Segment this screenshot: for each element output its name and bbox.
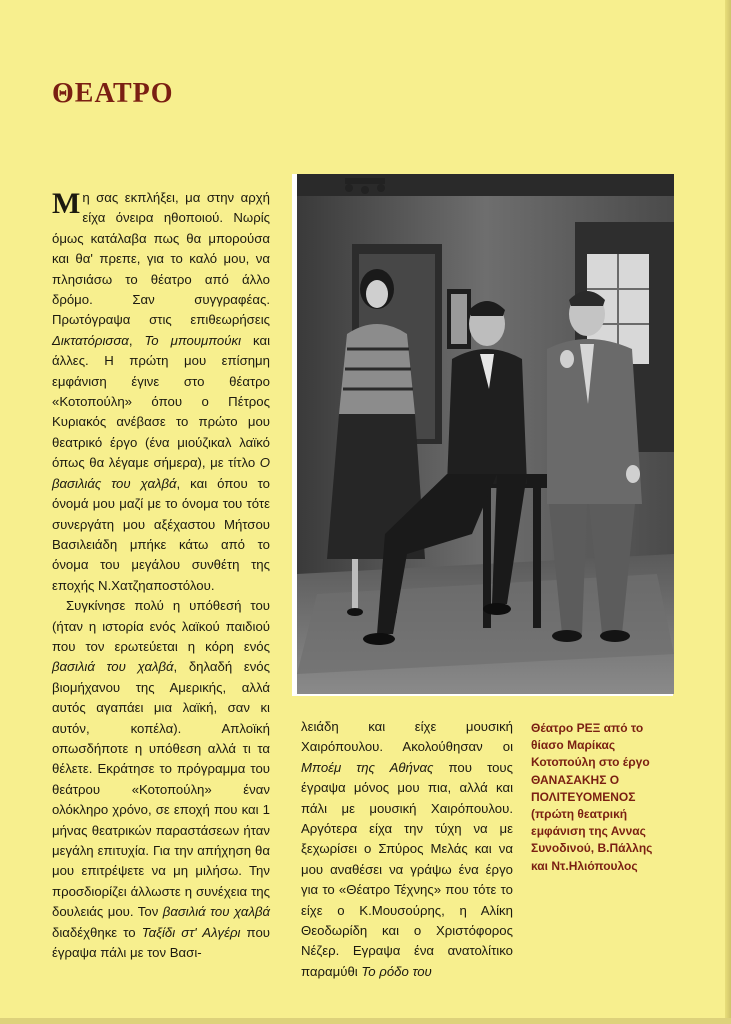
body-text: που έγραψα πάλι με τον Βασι- — [52, 924, 270, 961]
caption-line: ΘΑΝΑΣΑΚΗΣ Ο — [531, 772, 620, 787]
article-paragraph-1 — [52, 188, 270, 596]
body-text: και άλλες. Η πρώτη μου επίσημη εμφάνιση έγινε στο θέατρο «Κοτοπούλη» όπου ο Πέτρος Κυριακός ανέβασε το πρώτο μου θεατρικό έργο (ένα μιούζικαλ λαϊκό όπως θα λέγαμε σήμερα), με τίτλο — [52, 332, 270, 471]
italic-title-text: βασιλιά του χαλβά — [162, 904, 270, 920]
italic-title-text: Ταξίδι στ' Αλγέρι — [141, 924, 241, 940]
body-text: διαδέχθηκε το — [52, 924, 142, 940]
body-text: , δηλαδή ενός βιομήχανου της Αμερικής, αλλά αυτός αγαπάει μια λαϊκή, σαν κι αυτόν, κοπέλα). Απλοϊκή οπωσδήποτε η υπόθεση αλλά τι τα θέλετε. Εκράτησε το πρόγραμμα του θεάτρου «Κοτοπούλη» έναν ολόκληρο χρόνο, σε εποχή που και 1 μήνας θεατρικών παραστάσεων ήταν μεγάλη επιτυχία. Για την απήχηση θα μου επιτρέψετε να μη μιλήσω. Την προσδιορίζει άλλωστε η συνέχεια της δουλειάς μου. Τον — [52, 659, 270, 920]
article-paragraph-3 — [301, 717, 513, 982]
caption-line: Συνοδινού, Β.Πάλλης — [531, 841, 653, 856]
caption-line: ΠΟΛΙΤΕΥΟΜΕΝΟΣ — [531, 789, 636, 804]
body-text: Συγκίνησε πολύ η υπόθεσή του (ήταν η ιστορία ενός λαϊκού παιδιού που τον ερωτεύεται η κόρη ενός — [52, 598, 270, 654]
italic-title-text: Ο βασιλιάς του χαλβά — [52, 455, 270, 491]
stage-scene-image — [297, 174, 674, 694]
paragraph-text — [52, 598, 270, 960]
article-column-2 — [301, 717, 513, 982]
theatre-stage-photo — [297, 174, 674, 694]
italic-title-text: βασιλιά του χαλβά — [52, 659, 174, 675]
body-text: η σας εκπλήξει, μα στην αρχή είχα όνειρα ηθοποιού. Νωρίς όμως κατάλαβα πως θα μπορούσα και θα' πρεπε, για το καλό μου, να πλησιάσω το θέατρο από άλλο δρόμο. Σαν συγγραφέας. Πρωτόγραψα στις επιθεωρήσεις — [52, 190, 270, 328]
paragraph-text — [52, 187, 270, 593]
caption-line: Κοτοπούλη στο έργο — [531, 755, 650, 770]
caption-line: εμφάνιση της Αννας — [531, 824, 646, 839]
drop-cap: Μ — [52, 187, 81, 220]
caption-line: (πρώτη θεατρική — [531, 807, 628, 822]
paragraph-text — [301, 719, 513, 979]
body-text: λειάδη και είχε μουσική Χαιρόπουλου. Ακολούθησαν οι — [301, 719, 513, 755]
page-bottom-edge — [0, 1018, 731, 1024]
body-text: που τους έγραψα μόνος μου πια, αλλά και πάλι με μουσική Χαιρόπουλου. Αργότερα είχα την τύχη να με ξεχωρίσει ο Σπύρος Μελάς και να μου αναθέσει να γράψω ένα έργο για το «Θέατρο Τέχνης» που τότε το είχε ο Κ.Μουσούρης, η Αλίκη Θεοδωρίδη και ο Χριστόφορος Νέζερ. Εγραψα ένα ανατολίτικο παραμύθι — [301, 759, 513, 979]
caption-line: και Ντ.Ηλιόπουλος — [531, 858, 638, 873]
italic-title-text: Μπoέμ της Αθήνας — [301, 759, 434, 775]
body-text: , και όπου το όνομά μου μαζί με το όνομα του τότε συνεργάτη μου αξέχαστου Μήτσου Βασιλειάδη μπήκε κάτω από το όνομα του μεγάλου συνθέτη της εποχής Ν.Χατζηαποστόλου. — [52, 475, 270, 593]
page-title: ΘΕΑΤΡΟ — [52, 78, 174, 109]
article-column-1 — [52, 188, 270, 963]
italic-title-text: Το ρόδο του — [361, 963, 432, 979]
caption-line: Θέατρο ΡΕΞ από το — [531, 721, 644, 735]
article-paragraph-2 — [52, 596, 270, 963]
body-text: , — [128, 332, 145, 348]
italic-title-text: Το μπουμπούκι — [144, 332, 242, 348]
caption-line: θίασο Μαρίκας — [531, 738, 616, 753]
page-edge — [725, 0, 731, 1024]
italic-title-text: Δικτατόρισσα — [52, 332, 129, 348]
photo-caption — [531, 720, 671, 875]
